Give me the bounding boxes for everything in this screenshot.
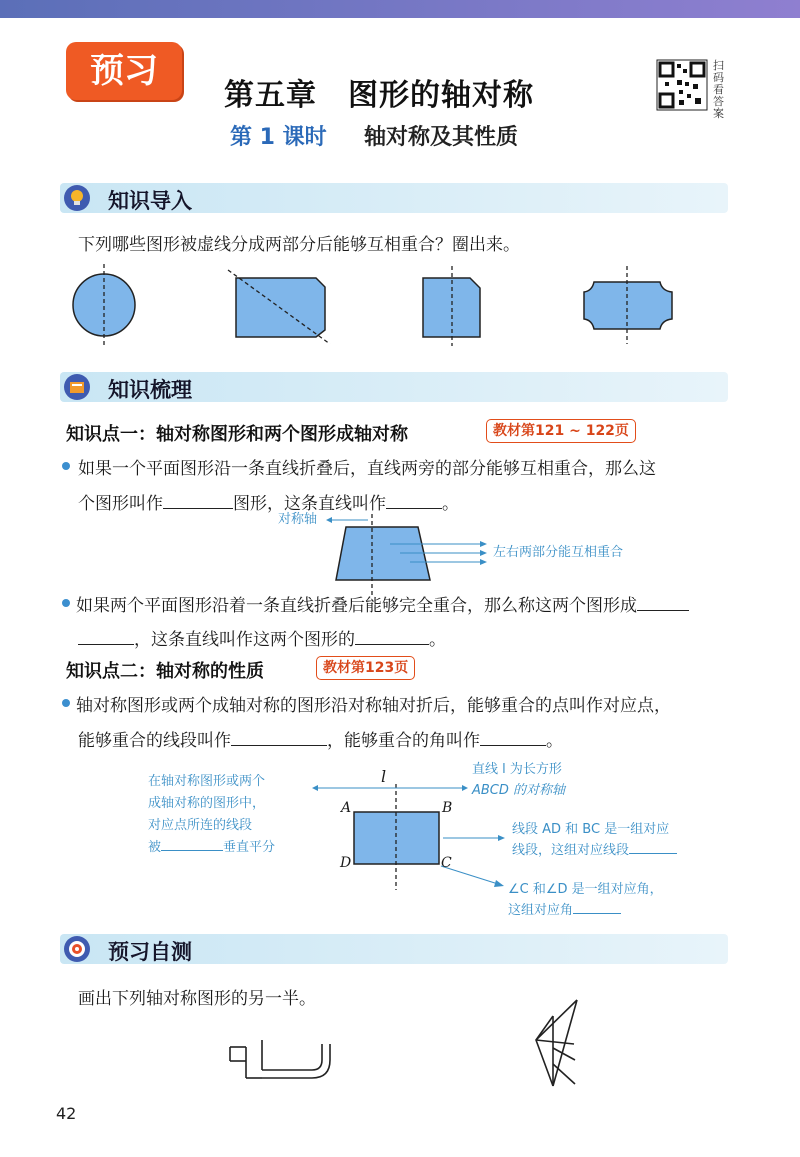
point2-textbook-tag: 教材第123页 — [316, 656, 415, 680]
text-segment: 。 — [442, 494, 459, 514]
section-title-intro: 知识导入 — [108, 189, 192, 213]
line-l-label: l — [381, 767, 387, 786]
text-segment: 被 — [148, 840, 162, 855]
text-segment: 个图形叫作 — [78, 494, 163, 514]
text-segment: 如果两个平面图形沿着一条直线折叠后能够完全重合，那么称这两个图形成 — [76, 596, 637, 616]
point2-line1: 轴对称图形或两个成轴对称的图形沿对称轴对折后，能够重合的点叫作对应点， — [76, 696, 671, 716]
chapter-title: 第五章 图形的轴对称 — [224, 78, 534, 113]
section-title-selftest: 预习自测 — [108, 940, 192, 964]
point-c-label: C — [441, 855, 452, 871]
point1-title: 知识点一：轴对称图形和两个图形成轴对称 — [66, 424, 408, 445]
text-segment: ，这条直线叫作这两个图形的 — [134, 630, 355, 650]
point1-textbook-tag: 教材第121 ~ 122页 — [486, 419, 636, 443]
text-segment: 能够重合的线段叫作 — [78, 731, 231, 751]
left-note-line2: 成轴对称的图形中， — [148, 796, 266, 811]
point-d-label: D — [340, 855, 352, 871]
top-note-line2: ABCD 的对称轴 — [472, 783, 566, 798]
selftest-question: 画出下列轴对称图形的另一半。 — [78, 989, 316, 1009]
bot-note-line1: ∠C 和∠D 是一组对应角， — [508, 882, 663, 897]
mid-note-line1: 线段 AD 和 BC 是一组对应 — [512, 822, 670, 837]
text-segment: 线段，这组对应线段 — [512, 843, 630, 858]
top-note-line1: 直线 l 为长方形 — [472, 762, 562, 777]
text-segment: 图形，这条直线叫作 — [233, 494, 386, 514]
lesson-title: 轴对称及其性质 — [363, 125, 518, 150]
lesson-number: 第 1 课时 — [230, 125, 327, 150]
point2-title: 知识点二：轴对称的性质 — [66, 661, 264, 682]
point1-item1-line1: 如果一个平面图形沿一条直线折叠后，直线两旁的部分能够互相重合，那么这 — [78, 459, 656, 479]
qr-label: 扫码看答案 — [713, 59, 724, 120]
page-number: 42 — [56, 1104, 77, 1123]
section-title-knowledge: 知识梳理 — [108, 378, 192, 402]
point-a-label: A — [341, 800, 352, 816]
text-segment: 。 — [546, 731, 563, 751]
point-b-label: B — [442, 800, 453, 816]
text-segment: 垂直平分 — [223, 840, 276, 855]
axis-label-annotation: 对称轴 — [278, 512, 318, 527]
intro-question: 下列哪些图形被虚线分成两部分后能够互相重合？圈出来。 — [78, 235, 520, 255]
preview-badge: 预习 — [66, 42, 182, 100]
left-note-line1: 在轴对称图形或两个 — [148, 774, 266, 789]
text-segment: ，能够重合的角叫作 — [327, 731, 480, 751]
half-figure-pipe[interactable] — [230, 1040, 330, 1078]
left-note-line3: 对应点所连的线段 — [148, 818, 253, 833]
text-segment: 这组对应角 — [508, 903, 574, 918]
half-figure-triangles[interactable] — [536, 1000, 577, 1086]
parts-overlap-annotation: 左右两部分能互相重合 — [493, 545, 624, 560]
text-segment: 。 — [429, 630, 446, 650]
